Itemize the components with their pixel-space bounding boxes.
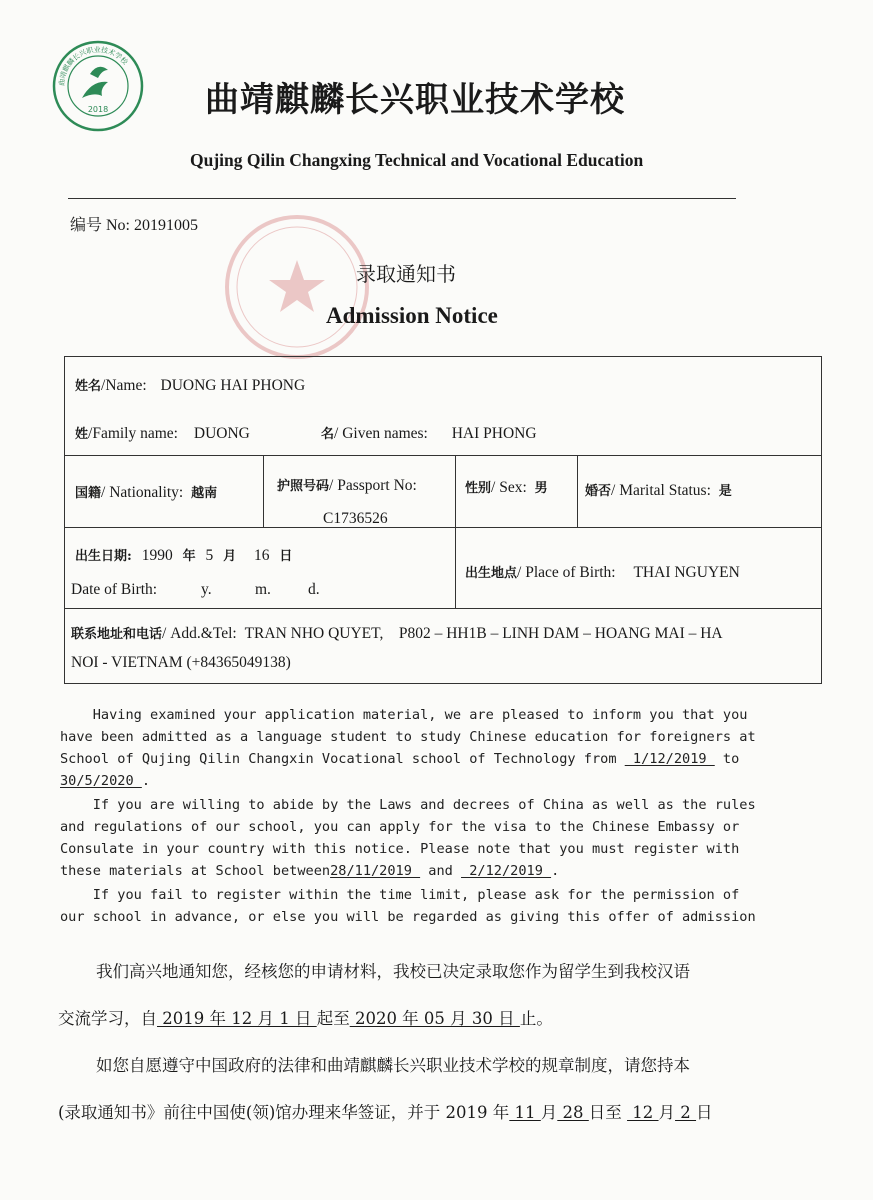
name-label-cn: 姓名 (75, 379, 102, 394)
dob-label-en: Date of Birth: (71, 581, 158, 598)
address-label-cn: 联系地址和电话 (71, 627, 163, 642)
cn-line3: 如您自愿遵守中国政府的法律和曲靖麒麟长兴职业技术学校的规章制度，请您持本 (96, 1056, 690, 1075)
p2-line1: If you are willing to abide by the Laws and decrees of China as well as the rules (60, 797, 756, 813)
p1-line4 (60, 773, 150, 789)
header-divider (68, 198, 736, 199)
passport-value: C1736526 (323, 510, 388, 527)
cn-to-date: 2020 年 05 月 30 日 (349, 1009, 520, 1028)
dob-label-cn: 出生日期: (75, 549, 132, 564)
table-divider (263, 455, 264, 527)
cn-line4-b: 月 (540, 1103, 558, 1122)
marital-label-cn: 婚否 (585, 484, 612, 499)
dob-day: 16 (253, 547, 270, 564)
family-name-field (75, 423, 250, 443)
family-label-cn: 姓 (75, 427, 89, 442)
p1-line3 (60, 751, 739, 767)
family-value: DUONG (193, 425, 250, 442)
cn-line4-d: 月 (658, 1103, 676, 1122)
pob-label-en: / Place of Birth: (517, 564, 616, 581)
sex-label-cn: 性别 (465, 481, 492, 496)
p2-line4 (60, 863, 559, 879)
nationality-field (75, 482, 217, 502)
p2-dot: . (551, 863, 560, 879)
address-line2: NOI - VIETNAM (+84365049138) (71, 654, 291, 671)
nationality-label-cn: 国籍 (75, 486, 102, 501)
marital-value: 是 (718, 484, 732, 499)
sex-label-en: / Sex: (491, 479, 527, 496)
official-stamp (222, 212, 372, 362)
p2-line3: Consulate in your country with this notice. Please note that you must register with (60, 841, 740, 857)
cn-line4-c: 日至 (588, 1103, 628, 1122)
number-value: 20191005 (134, 217, 199, 234)
given-value: HAI PHONG (451, 425, 537, 442)
applicant-info-table (64, 356, 822, 684)
p1-end: . (141, 773, 151, 789)
family-label-en: /Family name: (88, 425, 178, 442)
place-of-birth-field (465, 562, 740, 582)
given-label-en: / Given names: (334, 425, 428, 442)
marital-status-field (585, 480, 732, 500)
cn-line2-b: 起至 (316, 1009, 350, 1028)
p3-line2: our school in advance, or else you will be regarded as giving this offer of admission (60, 909, 756, 925)
name-field (75, 375, 305, 395)
nationality-value: 越南 (191, 486, 218, 501)
p2-line2: and regulations of our school, you can apply for the visa to the Chinese Embassy or (60, 819, 740, 835)
dob-m-label: m. (255, 581, 271, 598)
table-divider (577, 455, 578, 527)
logo-ring-text: 曲靖麒麟长兴职业技术学校 (57, 45, 130, 87)
p1-line1: Having examined your application material, we are pleased to inform you that you (60, 707, 748, 723)
school-name-en: Qujing Qilin Changxing Technical and Vocational Education (190, 150, 644, 170)
school-logo (52, 40, 144, 132)
table-divider (65, 455, 821, 456)
passport-field (277, 475, 417, 495)
cn-month1: 11 (509, 1103, 541, 1122)
cn-day1: 28 (557, 1103, 589, 1122)
passport-label-en: / Passport No: (329, 477, 417, 494)
cn-line4-a: (录取通知书》前往中国使(领)馆办理来华签证，并于 2019 年 (58, 1103, 510, 1122)
dob-en-field (71, 581, 157, 599)
address-field (71, 623, 723, 643)
p2-end-date: 2/12/2019 (461, 863, 552, 879)
dob-day-cn: 日 (279, 549, 293, 564)
notice-number (70, 212, 198, 235)
p1-from-date: 1/12/2019 (624, 751, 715, 767)
p2-start-date: 28/11/2019 (330, 863, 421, 879)
p2-line4-text: these materials at School between (60, 863, 331, 879)
number-label: 编号 No: (70, 217, 131, 234)
pob-value: THAI NGUYEN (633, 564, 740, 581)
cn-line4-e: 日 (696, 1103, 713, 1122)
p1-line3-text: School of Qujing Qilin Changxin Vocational school of Technology from (60, 751, 625, 767)
nationality-label-en: / Nationality: (101, 484, 184, 501)
pob-label-cn: 出生地点 (465, 566, 518, 581)
dob-d-label: d. (308, 581, 320, 598)
given-label-cn: 名 (321, 427, 335, 442)
name-value: DUONG HAI PHONG (160, 377, 306, 394)
cn-line4 (58, 1099, 713, 1123)
dob-y-label: y. (201, 581, 212, 598)
given-names-field (321, 423, 537, 443)
p1-until-date: 30/5/2020 (60, 773, 142, 789)
address-label-en: / Add.&Tel: (162, 625, 237, 642)
address-line1: TRAN NHO QUYET, P802 – HH1B – LINH DAM – HOANG MAI – HA (244, 625, 723, 642)
logo-year: 2018 (87, 105, 109, 114)
sex-field (465, 477, 548, 497)
sex-value: 男 (534, 481, 548, 496)
cn-line2-a: 交流学习，自 (58, 1009, 157, 1028)
table-divider (65, 608, 821, 609)
marital-label-en: / Marital Status: (611, 482, 711, 499)
cn-line1: 我们高兴地通知您，经核您的申请材料，我校已决定录取您作为留学生到我校汉语 (96, 962, 690, 981)
table-divider (455, 527, 456, 608)
title-en: Admission Notice (326, 303, 498, 328)
cn-line2 (58, 1005, 553, 1029)
dob-month-cn: 月 (223, 549, 237, 564)
p2-and: and (420, 863, 462, 879)
cn-month2: 12 (627, 1103, 659, 1122)
p1-to-word: to (714, 751, 740, 767)
p3-line1: If you fail to register within the time limit, please ask for the permission of (60, 887, 740, 903)
dob-cn-field (75, 545, 292, 565)
table-divider (455, 455, 456, 527)
cn-line2-c: 止。 (519, 1009, 553, 1028)
dob-year: 1990 (141, 547, 173, 564)
passport-label-cn: 护照号码 (277, 479, 330, 494)
p1-line2: have been admitted as a language student to study Chinese education for foreigners at (60, 729, 756, 745)
cn-day2: 2 (675, 1103, 697, 1122)
name-label-en: /Name: (101, 377, 147, 394)
title-cn: 录取通知书 (356, 262, 456, 286)
dob-month: 5 (205, 547, 214, 564)
cn-from-date: 2019 年 12 月 1 日 (157, 1009, 317, 1028)
table-divider (65, 527, 821, 528)
dob-year-cn: 年 (182, 549, 196, 564)
school-name-cn: 曲靖麒麟长兴职业技术学校 (205, 80, 625, 120)
